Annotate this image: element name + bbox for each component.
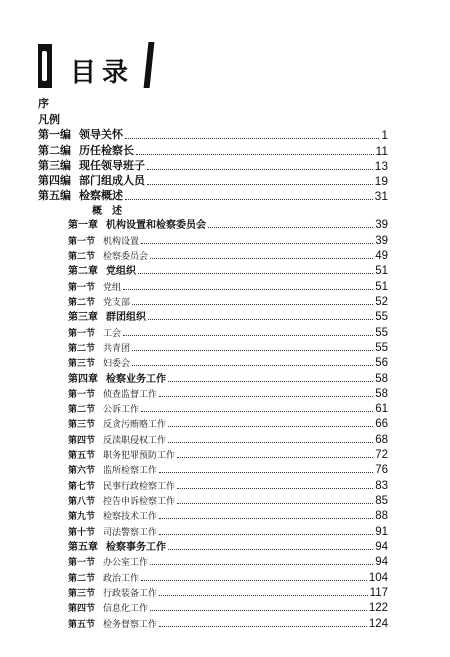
toc-page-number: 117 bbox=[369, 587, 388, 599]
toc-page-number: 85 bbox=[375, 495, 388, 507]
toc-page-number: 52 bbox=[375, 296, 388, 308]
toc-number: 第四编 bbox=[38, 174, 71, 187]
toc-leader-dots bbox=[132, 350, 373, 351]
toc-row bbox=[38, 128, 388, 142]
toc-page-number: 39 bbox=[375, 235, 388, 247]
toc-page-number: 66 bbox=[375, 418, 388, 430]
toc-title: 公诉工作 bbox=[103, 405, 140, 415]
toc-title: 机构设置和检察委员会 bbox=[106, 220, 206, 231]
toc-leader-dots bbox=[136, 154, 374, 155]
toc-title: 机构设置 bbox=[103, 237, 140, 247]
toc-title: 检察事务工作 bbox=[106, 542, 166, 553]
toc-number: 第三编 bbox=[38, 159, 71, 172]
toc-leader-dots bbox=[177, 457, 373, 458]
toc-number: 第一节 bbox=[68, 329, 96, 339]
toc-number: 第一节 bbox=[68, 390, 96, 400]
toc-row bbox=[68, 524, 388, 538]
toc-page-number: 58 bbox=[375, 373, 388, 385]
toc-row bbox=[68, 478, 388, 492]
toc-number: 第五章 bbox=[68, 542, 98, 553]
toc-page-number: 68 bbox=[375, 434, 388, 446]
toc-leader-dots bbox=[150, 258, 373, 259]
toc-title: 信息化工作 bbox=[103, 604, 149, 614]
toc-page-number: 49 bbox=[375, 250, 388, 262]
page-title: 目录 bbox=[70, 58, 135, 88]
toc-row bbox=[68, 325, 388, 339]
toc-page-number: 51 bbox=[375, 281, 388, 293]
toc-leader-dots bbox=[138, 273, 373, 274]
toc-row bbox=[68, 432, 388, 446]
toc-number: 第一节 bbox=[68, 283, 96, 293]
toc-number: 第一节 bbox=[68, 237, 96, 247]
toc-leader-dots bbox=[159, 472, 373, 473]
toc-page-number: 124 bbox=[368, 618, 388, 630]
toc-row bbox=[68, 386, 388, 400]
toc-number: 第九节 bbox=[68, 512, 96, 522]
toc-row bbox=[38, 144, 388, 158]
toc-leader-dots bbox=[147, 169, 373, 170]
toc-title: 行政装备工作 bbox=[103, 589, 158, 599]
toc-title: 党支部 bbox=[103, 298, 131, 308]
toc-number: 第七节 bbox=[68, 482, 96, 492]
toc-leader-dots bbox=[159, 518, 373, 519]
toc-title: 政治工作 bbox=[103, 574, 140, 584]
toc-page-number: 94 bbox=[375, 556, 388, 568]
toc-page-number: 122 bbox=[368, 602, 388, 614]
toc-number: 第四章 bbox=[68, 374, 98, 385]
notes-label: 凡例 bbox=[38, 113, 60, 126]
toc-row bbox=[68, 279, 388, 293]
toc-number: 第二节 bbox=[68, 405, 96, 415]
toc-leader-dots bbox=[208, 227, 373, 228]
toc-row bbox=[38, 189, 388, 203]
toc-page-number: 55 bbox=[375, 327, 388, 339]
toc-row bbox=[68, 570, 388, 584]
toc-row bbox=[68, 462, 388, 476]
toc-row bbox=[68, 416, 388, 430]
toc-leader-dots bbox=[141, 580, 367, 581]
toc-number: 第五节 bbox=[68, 451, 96, 461]
toc-title: 历任检察长 bbox=[79, 144, 134, 157]
toc-row bbox=[68, 371, 388, 385]
toc-title: 工会 bbox=[103, 329, 122, 339]
toc-number: 第二节 bbox=[68, 574, 96, 584]
toc-page-number: 61 bbox=[375, 403, 388, 415]
toc-number: 第四节 bbox=[68, 436, 96, 446]
toc-page-number: 56 bbox=[375, 357, 388, 369]
toc-title: 检察委员会 bbox=[103, 252, 149, 262]
toc-leader-dots bbox=[168, 549, 373, 550]
toc-title: 检察业务工作 bbox=[106, 374, 166, 385]
toc-leader-dots bbox=[150, 610, 367, 611]
header-right-bar bbox=[144, 42, 155, 88]
toc-leader-dots bbox=[132, 304, 373, 305]
toc-number: 第二节 bbox=[68, 298, 96, 308]
toc-number: 第一节 bbox=[68, 558, 96, 568]
toc-page-number: 91 bbox=[375, 526, 388, 538]
toc-row bbox=[68, 447, 388, 461]
toc-page-number: 31 bbox=[374, 189, 388, 203]
toc-title: 办公室工作 bbox=[103, 558, 149, 568]
toc-number: 第二节 bbox=[68, 344, 96, 354]
toc-row bbox=[68, 309, 388, 323]
toc-page-number: 51 bbox=[375, 265, 388, 277]
toc-page-number: 94 bbox=[375, 541, 388, 553]
toc-number: 第三节 bbox=[68, 589, 96, 599]
header-left-bar bbox=[38, 44, 52, 88]
toc-number: 第二节 bbox=[68, 252, 96, 262]
toc-number: 第十节 bbox=[68, 528, 96, 538]
toc-title: 检察技术工作 bbox=[103, 512, 158, 522]
toc-number: 第五编 bbox=[38, 189, 71, 202]
toc-title: 党组织 bbox=[106, 266, 136, 277]
preface-label: 序 bbox=[38, 97, 49, 110]
toc-row bbox=[68, 217, 388, 231]
toc-number: 第二编 bbox=[38, 144, 71, 157]
toc-title: 职务犯罪预防工作 bbox=[103, 451, 176, 461]
toc-leader-dots bbox=[159, 626, 367, 627]
toc-title: 司法警察工作 bbox=[103, 528, 158, 538]
toc-row bbox=[38, 174, 388, 188]
toc-title: 民事行政检察工作 bbox=[103, 482, 176, 492]
toc-title: 反贪污贿赂工作 bbox=[103, 420, 167, 430]
toc-row bbox=[68, 233, 388, 247]
toc-leader-dots bbox=[141, 243, 373, 244]
toc-row bbox=[68, 585, 388, 599]
toc-number: 第三节 bbox=[68, 359, 96, 369]
toc-title: 现任领导班子 bbox=[79, 159, 145, 172]
toc-row bbox=[68, 508, 388, 522]
toc-title: 侦查监督工作 bbox=[103, 390, 158, 400]
toc-page-number: 58 bbox=[375, 388, 388, 400]
toc-number: 第二章 bbox=[68, 266, 98, 277]
toc-number: 第一章 bbox=[68, 220, 98, 231]
toc-title: 妇委会 bbox=[103, 359, 131, 369]
toc-row bbox=[68, 355, 388, 369]
toc-row bbox=[68, 539, 388, 553]
toc-page-number: 39 bbox=[375, 219, 388, 231]
toc-title: 部门组成人员 bbox=[79, 174, 145, 187]
toc-leader-dots bbox=[168, 381, 373, 382]
toc-number: 第八节 bbox=[68, 497, 96, 507]
toc-leader-dots bbox=[168, 426, 373, 427]
toc-leader-dots bbox=[141, 411, 373, 412]
toc-page-number: 76 bbox=[375, 464, 388, 476]
toc-number: 第五节 bbox=[68, 620, 96, 630]
toc-leader-dots bbox=[123, 335, 373, 336]
toc-row bbox=[68, 616, 388, 630]
toc-page-number: 13 bbox=[374, 159, 388, 173]
toc-row bbox=[68, 263, 388, 277]
toc-leader-dots bbox=[150, 564, 373, 565]
toc-leader-dots bbox=[123, 289, 373, 290]
toc-title: 共青团 bbox=[103, 344, 131, 354]
toc-row bbox=[68, 294, 388, 308]
toc-title: 反渎职侵权工作 bbox=[103, 436, 167, 446]
toc-title: 检务督察工作 bbox=[103, 620, 158, 630]
toc-leader-dots bbox=[148, 319, 373, 320]
toc-leader-dots bbox=[177, 503, 373, 504]
toc-row bbox=[68, 493, 388, 507]
toc-title: 控告申诉检察工作 bbox=[103, 497, 176, 507]
toc-page-number: 104 bbox=[368, 572, 388, 584]
toc-page-number: 83 bbox=[375, 480, 388, 492]
toc-title: 群团组织 bbox=[106, 312, 146, 323]
toc-page-number: 19 bbox=[374, 174, 388, 188]
toc-plain-entry: 概 述 bbox=[92, 206, 122, 217]
toc-page-number: 55 bbox=[375, 311, 388, 323]
toc-leader-dots bbox=[168, 442, 373, 443]
toc-leader-dots bbox=[125, 199, 373, 200]
toc-row bbox=[68, 554, 388, 568]
toc-row bbox=[38, 159, 388, 173]
toc-leader-dots bbox=[132, 365, 373, 366]
toc-page-number: 55 bbox=[375, 342, 388, 354]
toc-number: 第四节 bbox=[68, 604, 96, 614]
toc-leader-dots bbox=[125, 138, 379, 139]
toc-page-number: 11 bbox=[375, 144, 388, 158]
toc-row bbox=[68, 600, 388, 614]
toc-number: 第六节 bbox=[68, 466, 96, 476]
toc-number: 第三节 bbox=[68, 420, 96, 430]
toc-leader-dots bbox=[159, 396, 373, 397]
toc-title: 党组 bbox=[103, 283, 122, 293]
toc-number: 第一编 bbox=[38, 128, 71, 141]
toc-leader-dots bbox=[177, 488, 373, 489]
toc-row bbox=[68, 340, 388, 354]
toc-page-number: 1 bbox=[381, 128, 388, 142]
toc-leader-dots bbox=[159, 534, 373, 535]
toc-row bbox=[68, 248, 388, 262]
toc-leader-dots bbox=[147, 184, 373, 185]
toc-title: 监所检察工作 bbox=[103, 466, 158, 476]
toc-number: 第三章 bbox=[68, 312, 98, 323]
toc-title: 领导关怀 bbox=[79, 128, 123, 141]
toc-page-number: 88 bbox=[375, 510, 388, 522]
toc-page-number: 72 bbox=[375, 449, 388, 461]
toc-row bbox=[68, 401, 388, 415]
toc-title: 检察概述 bbox=[79, 189, 123, 202]
toc-leader-dots bbox=[159, 595, 368, 596]
